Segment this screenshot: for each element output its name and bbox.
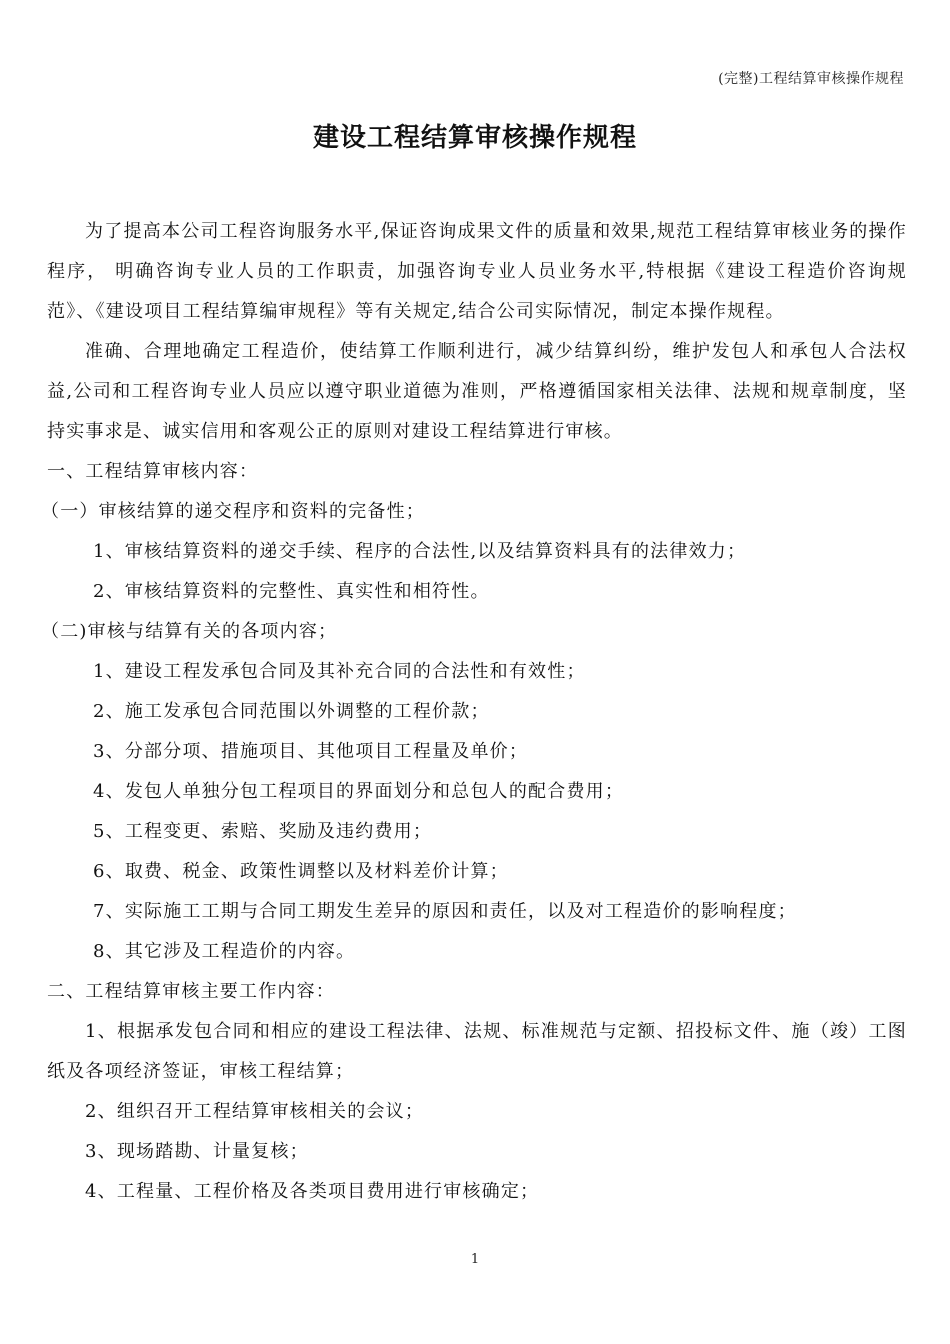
list-item: 3、分部分项、措施项目、其他项目工程量及单价； [93,741,529,762]
list-item: 2、施工发承包合同范围以外调整的工程价款； [93,701,490,722]
document-body [41,212,907,1212]
section-1-sub-1-heading: （一）审核结算的递交程序和资料的完备性； [41,501,425,522]
list-item: 2、审核结算资料的完整性、真实性和相符性。 [93,581,490,602]
intro-paragraph-2: 准确、合理地确定工程造价，使结算工作顺利进行，减少结算纠纷，维护发包人和承包人合法权益,公司和工程咨询专业人员应以遵守职业道德为准则，严格遵循国家相关法律、法规和规章制度，坚持实事求是、诚实信用和客观公正的原则对建设工程结算进行审核。 [47,341,907,442]
list-item: 4、发包人单独分包工程项目的界面划分和总包人的配合费用； [93,781,625,802]
list-item: 7、实际施工工期与合同工期发生差异的原因和责任，以及对工程造价的影响程度； [93,901,797,922]
list-item: 1、建设工程发承包合同及其补充合同的合法性和有效性； [93,661,586,682]
list-item: 5、工程变更、索赔、奖励及违约费用； [93,821,433,842]
running-header: (完整)工程结算审核操作规程 [718,71,904,87]
list-item: 6、取费、税金、政策性调整以及材料差价计算； [93,861,509,882]
list-item: 8、其它涉及工程造价的内容。 [93,941,356,962]
page-number: 1 [470,1252,480,1267]
list-item: 4、工程量、工程价格及各类项目费用进行审核确定； [85,1181,540,1202]
list-item: 2、组织召开工程结算审核相关的会议； [85,1101,425,1122]
list-item: 1、审核结算资料的递交手续、程序的合法性,以及结算资料具有的法律效力； [93,541,747,562]
intro-paragraph-1: 为了提高本公司工程咨询服务水平,保证咨询成果文件的质量和效果,规范工程结算审核业务的操作程序， 明确咨询专业人员的工作职责，加强咨询专业人员业务水平,特根据《建设工程造价咨询规范》、《建设项目工程结算编审规程》等有关规定,结合公司实际情况，制定本操作规程。 [47,221,907,322]
list-item: 1、根据承发包合同和相应的建设工程法律、法规、标准规范与定额、招投标文件、施（竣）工图纸及各项经济签证，审核工程结算； [47,1021,907,1082]
list-item: 3、现场踏勘、计量复核； [85,1141,309,1162]
section-2-heading: 二、工程结算审核主要工作内容： [47,981,335,1002]
section-1-heading: 一、工程结算审核内容： [47,461,259,482]
section-1-sub-2-heading: （二)审核与结算有关的各项内容； [41,621,338,642]
document-title: 建设工程结算审核操作规程 [312,123,637,153]
